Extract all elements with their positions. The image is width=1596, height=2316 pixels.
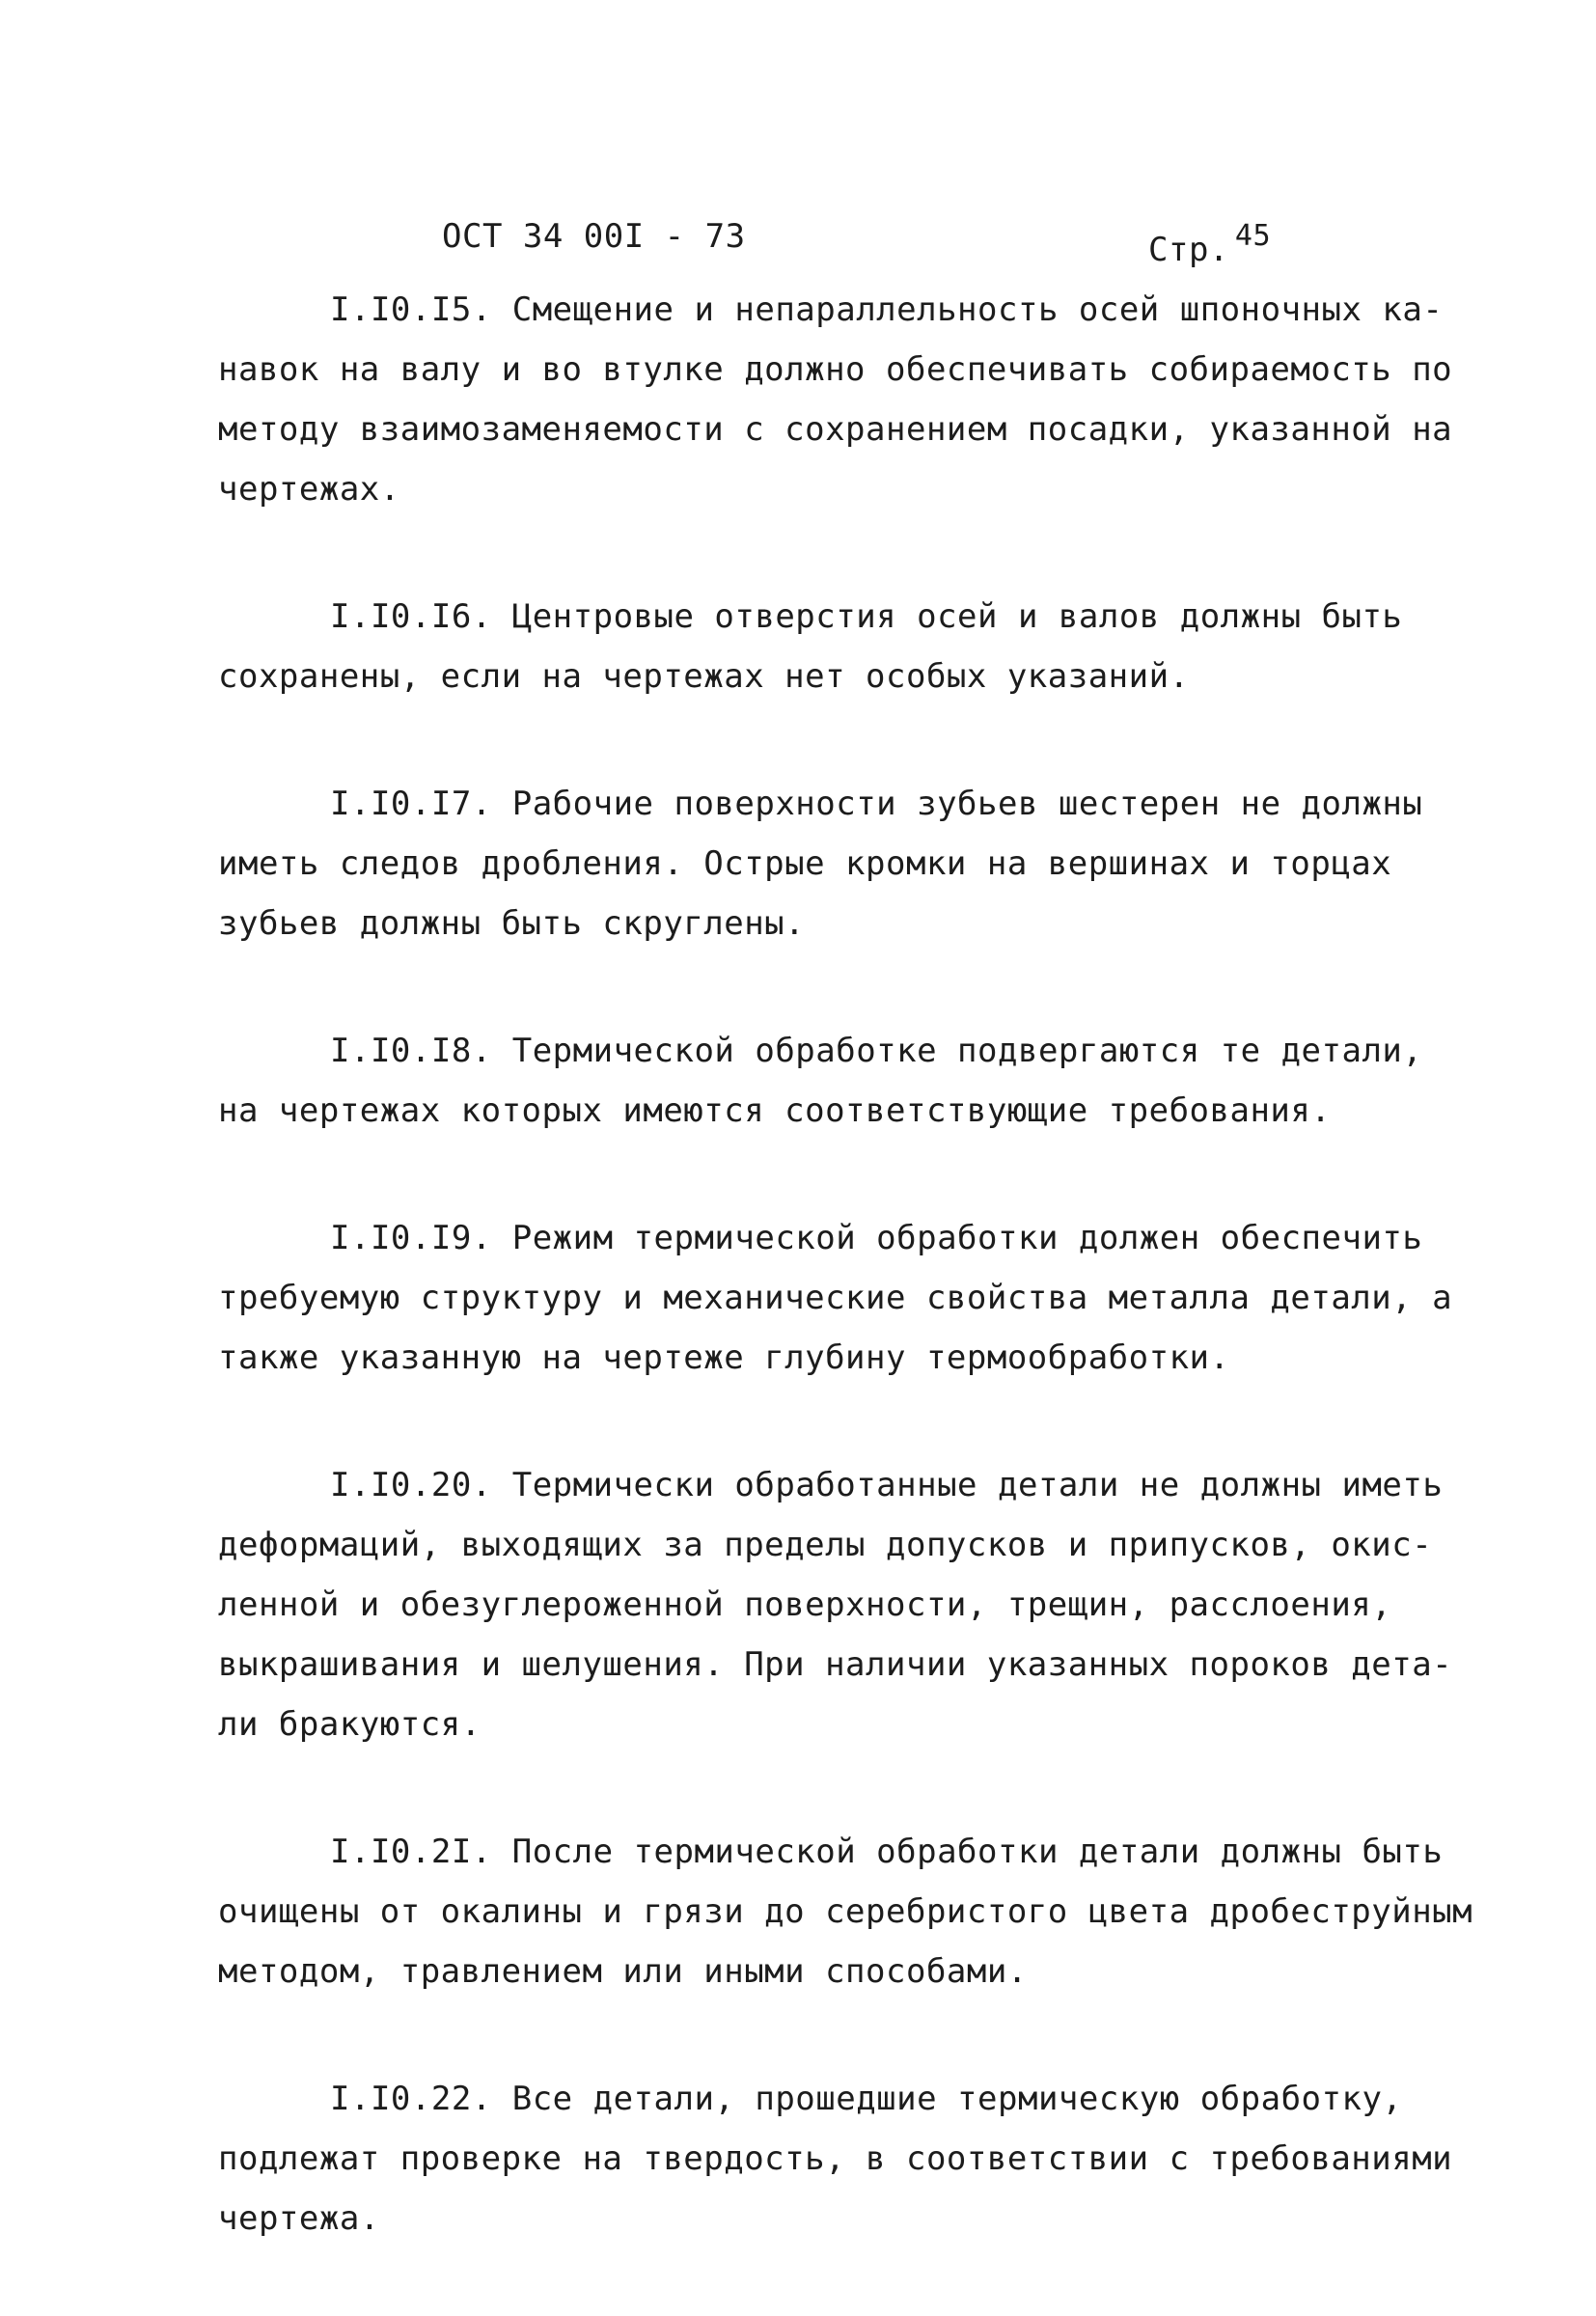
- paragraph-1-10-16: [218, 587, 1403, 706]
- paragraph-line: I.I0.I7. Рабочие поверхности зубьев шестерен не должны: [330, 785, 1423, 823]
- paragraph-1-10-19: [218, 1208, 1453, 1388]
- paragraph-line: ленной и обезуглероженной поверхности, трещин, расслоения,: [218, 1585, 1392, 1624]
- paragraph-1-10-17: [218, 774, 1423, 953]
- document-body: [218, 280, 1473, 2316]
- paragraph-line: зубьев должны быть скруглены.: [218, 904, 806, 943]
- paragraph-line: деформаций, выходящих за пределы допусков и припусков, окис-: [218, 1526, 1433, 1564]
- paragraph-line: выкрашивания и шелушения. При наличии указанных пороков дета-: [218, 1645, 1453, 1684]
- paragraph-1-10-15: [218, 280, 1453, 519]
- paragraph-line: требуемую структуру и механические свойства металла детали, а: [218, 1279, 1453, 1317]
- paragraph-1-10-18: [218, 1021, 1423, 1141]
- paragraph-line: ли бракуются.: [218, 1705, 482, 1744]
- page-label: Стр.: [1148, 231, 1229, 269]
- page-number-header: [1148, 203, 1271, 284]
- paragraph-line: I.I0.I6. Центровые отверстия осей и валов должны быть: [330, 597, 1403, 636]
- paragraph-line: на чертежах которых имеются соответствующие требования.: [218, 1091, 1332, 1130]
- paragraph-1-10-22: [218, 2069, 1453, 2248]
- paragraph-line: иметь следов дробления. Острые кромки на вершинах и торцах: [218, 844, 1392, 883]
- page-number: 45: [1234, 219, 1272, 253]
- paragraph-line: навок на валу и во втулке должно обеспечивать собираемость по: [218, 350, 1453, 389]
- paragraph-line: чертежах.: [218, 470, 400, 509]
- paragraph-1-10-21: [218, 1822, 1473, 2001]
- paragraph-line: I.I0.22. Все детали, прошедшие термическую обработку,: [330, 2080, 1403, 2118]
- paragraph-line: сохранены, если на чертежах нет особых указаний.: [218, 657, 1190, 696]
- paragraph-line: I.I0.I9. Режим термической обработки должен обеспечить: [330, 1219, 1423, 1257]
- paragraph-line: методу взаимозаменяемости с сохранением посадки, указанной на: [218, 410, 1453, 449]
- paragraph-1-10-20: [218, 1455, 1453, 1754]
- paragraph-line: I.I0.I5. Смещение и непараллельность осей шпоночных ка-: [330, 290, 1444, 329]
- paragraph-line: также указанную на чертеже глубину термообработки.: [218, 1338, 1230, 1377]
- paragraph-line: подлежат проверке на твердость, в соответствии с требованиями: [218, 2139, 1453, 2178]
- paragraph-line: методом, травлением или иными способами.: [218, 1952, 1028, 1991]
- paragraph-line: очищены от окалины и грязи до серебристого цвета дробеструйным: [218, 1892, 1473, 1931]
- paragraph-line: I.I0.20. Термически обработанные детали не должны иметь: [330, 1466, 1444, 1504]
- document-code: ОСТ 34 00I - 73: [442, 217, 746, 256]
- paragraph-line: I.I0.2I. После термической обработки детали должны быть: [330, 1833, 1444, 1871]
- paragraph-line: чертежа.: [218, 2199, 380, 2238]
- paragraph-line: I.I0.I8. Термической обработке подвергаются те детали,: [330, 1032, 1423, 1070]
